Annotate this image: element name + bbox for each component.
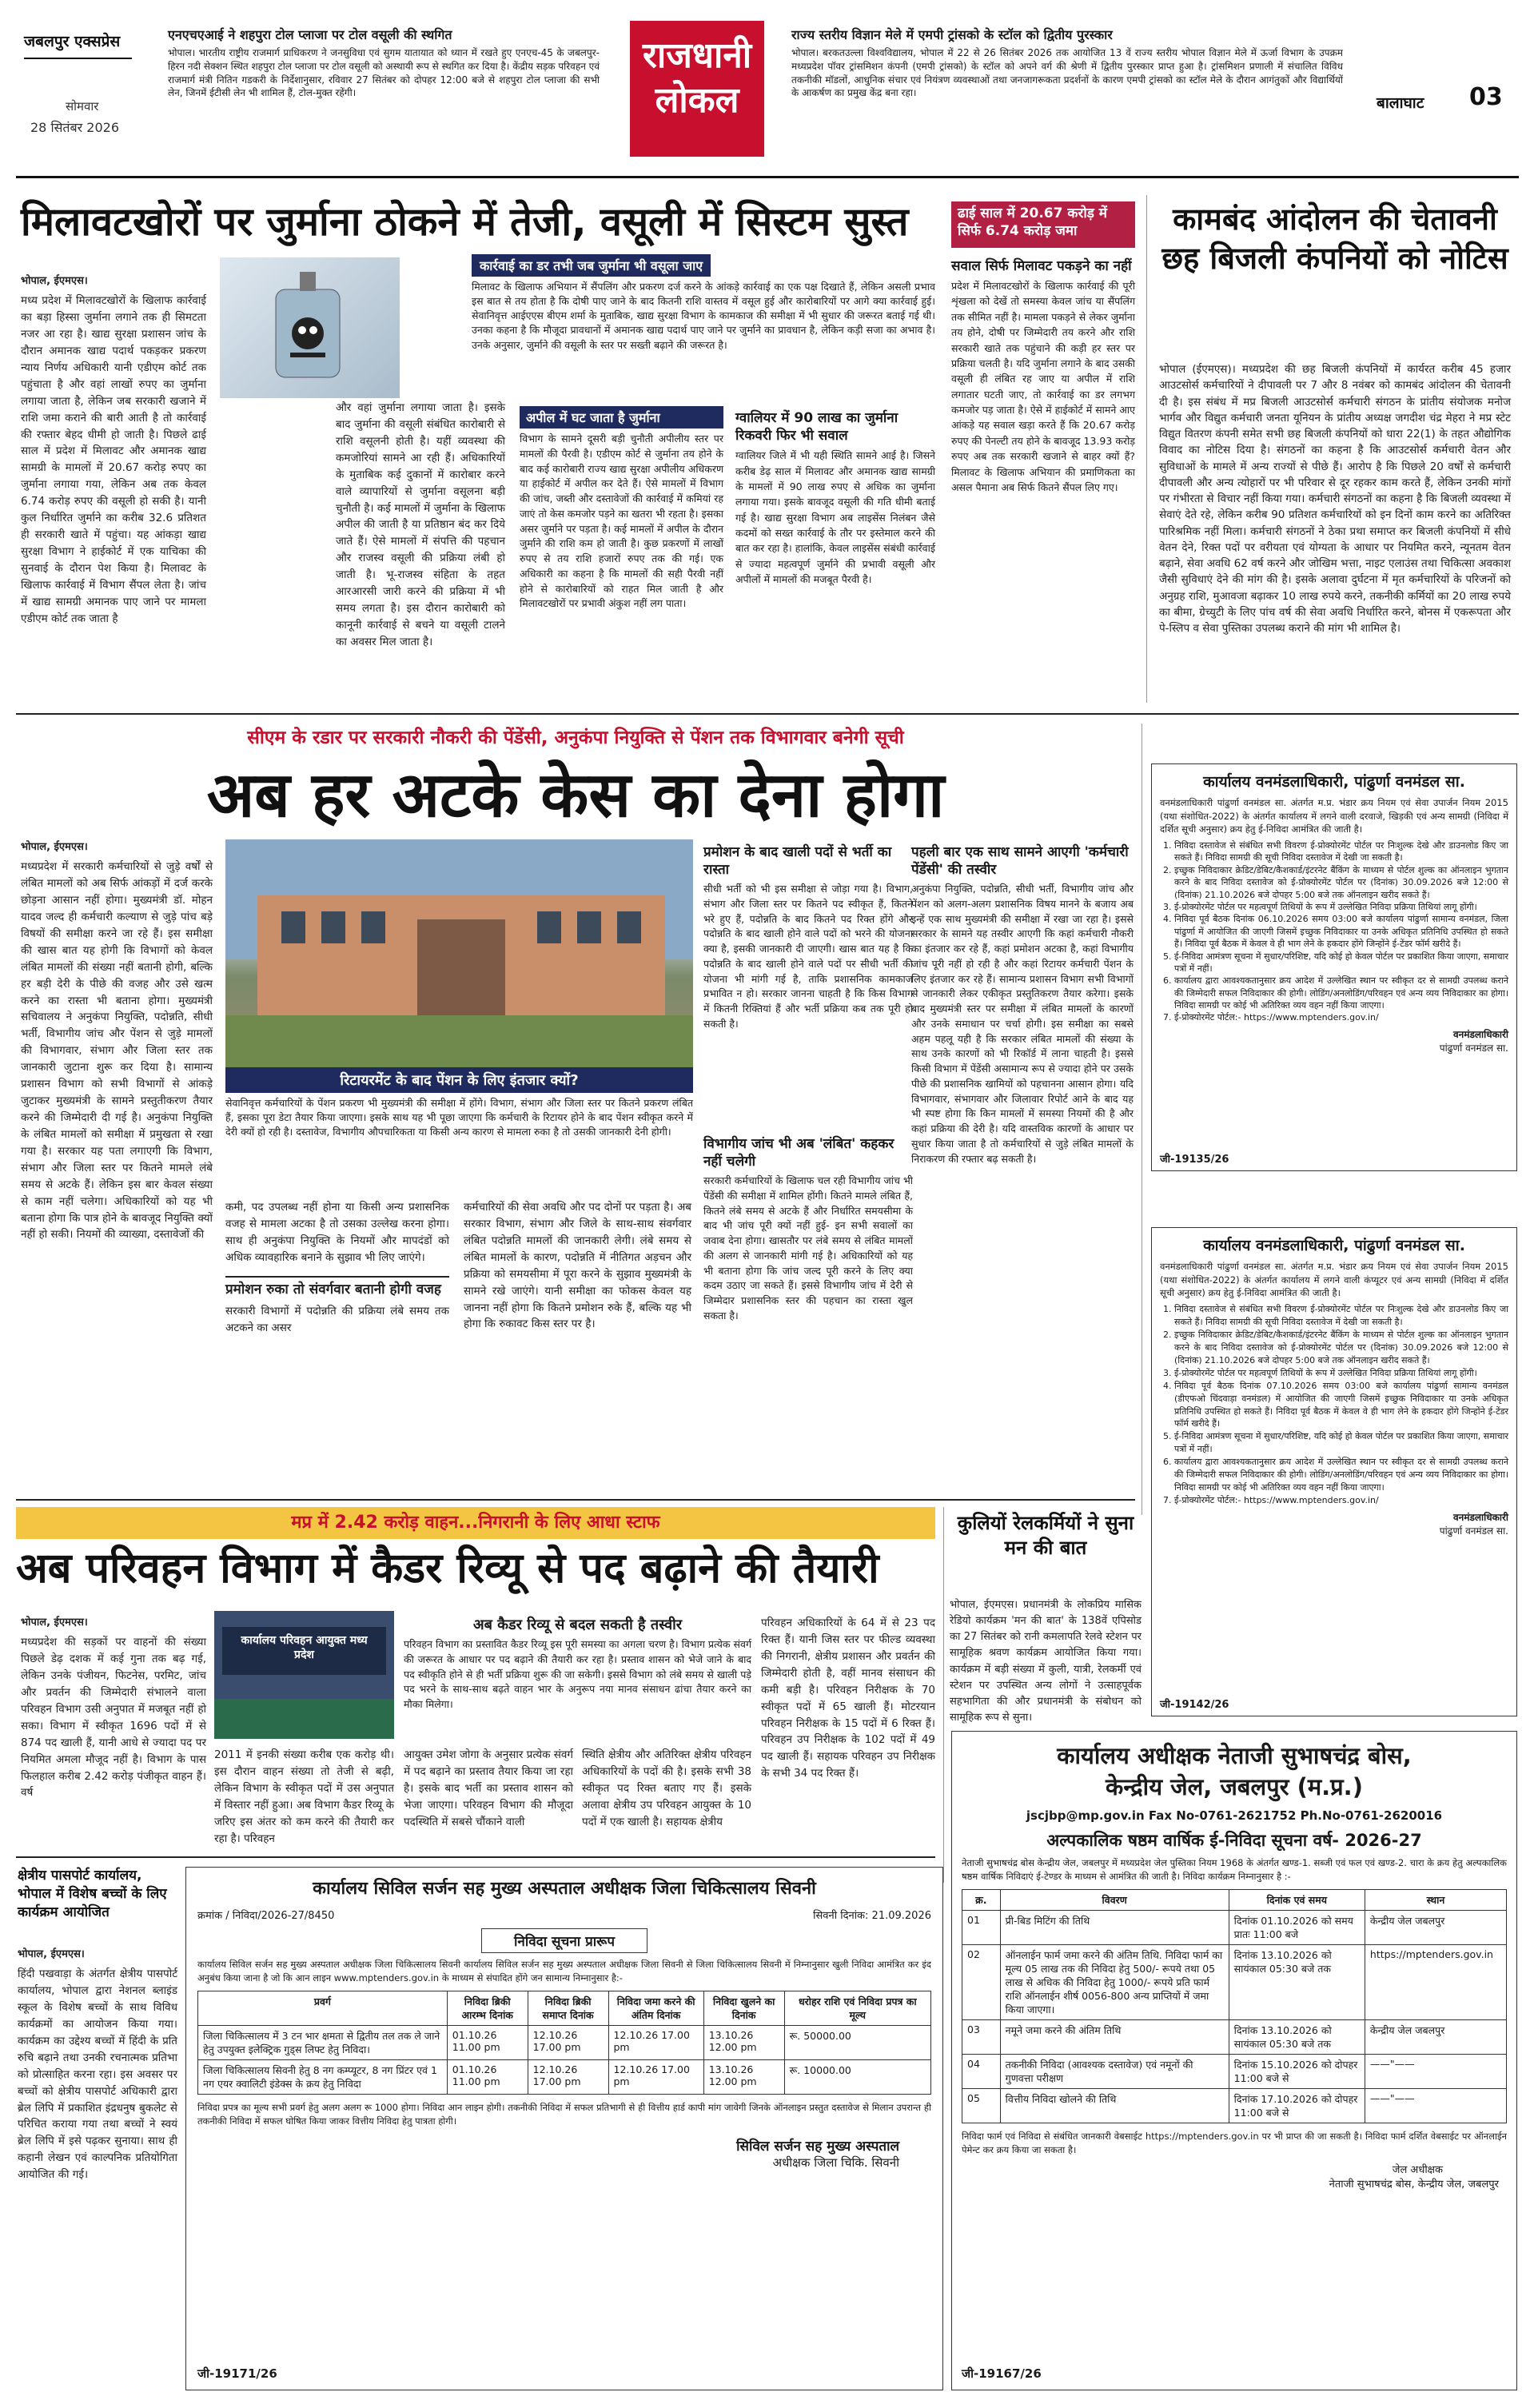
- ad4-code: जी-19171/26: [197, 2366, 277, 2381]
- ad4-sign1: सिविल सर्जन सह मुख्य अस्पताल: [736, 2138, 899, 2155]
- story3-box3-title: पहली बार एक साथ सामने आएगी 'कर्मचारी पेंडेंसी' की तस्वीर: [911, 844, 1129, 879]
- story2-headline: कामबंद आंदोलन की चेतावनी छह बिजली कंपनियों को नोटिस: [1161, 201, 1508, 277]
- story1-box3: [735, 409, 935, 588]
- story3-photo-caption-box: [225, 1067, 693, 1139]
- table-header-cell: निविदा जमा करने की अंतिम दिनांक: [608, 1991, 703, 2026]
- ad4-sign2: अधीक्षक जिला चिकि. सिवनी: [772, 2155, 899, 2170]
- table-cell: https://mptenders.gov.in: [1365, 1945, 1506, 2020]
- story6-text: हिंदी पखवाड़ा के अंतर्गत क्षेत्रीय पासपोर्ट कार्यालय, भोपाल द्वारा नेशनल ब्लाइंड स्कूल के विशेष बच्चों के साथ विविध कार्यक्रमों का आयोजन किया गया। कार्यक्रम का उद्देश्य बच्चों में हिंदी के प्रति रुचि बढ़ाने तथा उनकी रचनात्मक प्रतिभा को प्रोत्साहित करना रहा। इस अवसर पर बच्चों को क्षेत्रीय पासपोर्ट अधिकारी द्वारा ब्रेल लिपि में प्रकाशित इंद्रधनुष बुकलेट से परिचित कराया गया तथा बच्चों ने स्वयं ब्रेल लिपि में इसे पढ़कर सुनाया। साथ ही कहानी लेखन एवं काल्पनिक प्रतियोगिता आयोजित की गई।: [18, 1967, 177, 2182]
- table-cell: 03: [962, 2020, 1001, 2055]
- table-cell: दिनांक 13.10.2026 को सायंकाल 05:30 बजे तक: [1229, 1945, 1365, 2020]
- table-cell: 04: [962, 2055, 1001, 2089]
- ad2-intro: वनमंडलाधिकारी पांढुर्णा वनमंडल सा. अंतर्गत म.प्र. भंडार क्रय नियम एवं सेवा उपार्जन नियम 2015 (यथा संशोधित-2022) के अंतर्गत कार्यालय में लगने वाली कंप्यूटर एवं अन्य सामग्री (निविदा में दर्शित सूची अनुसार) क्रय हेतु ई-निविदा आमंत्रित की जाती है।: [1160, 1261, 1508, 1299]
- section-title-line1: राजधानी: [642, 35, 752, 76]
- table-cell: 05: [962, 2089, 1001, 2123]
- story4-kicker-bar: [16, 1507, 935, 1539]
- table-cell: दिनांक 17.10.2026 को दोपहर 11:00 बजे से: [1229, 2089, 1365, 2123]
- rule-story4-bottom: [16, 1856, 935, 1858]
- table-header-cell: दिनांक एवं समय: [1229, 1890, 1365, 1911]
- tender-condition-item: 2. इच्छुक निविदाकार क्रेडिट/डेबिट/कैशकार्ड/इंटरनेट बैंकिंग के माध्यम से पोर्टल शुल्क का ऑनलाइन भुगतान करने के बाद निविदा दस्तावेज को ई-प्रोक्योरमेंट पोर्टल पर (दिनांक) 30.09.2026 बजे 12:00 से (दिनांक) 21.10.2026 बजे दोपहर 5:00 बजे तक ऑनलाइन खरीद सकते हैं।: [1174, 864, 1508, 901]
- ad1-box: [1151, 763, 1517, 1171]
- tender-condition-item: 4. निविदा पूर्व बैठक दिनांक 07.10.2026 समय 03:00 बजे कार्यालय पांढुर्णा सामान्य वनमंडल (डीएफओ चिंदवाड़ा वनमंडल) में आयोजित की जाएगी जिसमें इच्छुक निविदाकार या उनके अधिकृत प्रतिनिधि उपस्थित हो सकते हैं। निविदा पूर्व बैठक में केवल वे ही भाग लेने के हकदार होंगे जिन्होंने ई-टेंडर फॉर्म खरीदे हैं।: [1174, 1380, 1508, 1431]
- ad1-sign1: वनमंडलाधिकारी: [1452, 1028, 1508, 1040]
- ad1-code: जी-19135/26: [1160, 1154, 1229, 1166]
- table-cell: ऑनलाईन फार्म जमा करने की अंतिम तिथि. निविदा फार्म का मूल्य 05 लाख तक की निविदा हेतु 500/- रूपये तथा 05 लाख से अधिक की निविदा हेतु 1000/- रूपये प्रति फार्म राशि ऑनलाईन शीर्ष 0056-800 अन्य प्राप्तियों में जमा किया जाएगा।: [1000, 1945, 1229, 2020]
- edition-name: बालाघाट: [1377, 94, 1424, 112]
- story3-box2-text: सरकारी कर्मचारियों के खिलाफ चल रही विभागीय जांच भी पेंडेंसी की समीक्षा में शामिल होंगी। कितने मामले लंबित हैं, कितने लंबे समय से अटके हैं और निर्धारित समयसीमा के बाद भी जांच पूरी क्यों नहीं हुई- इन सभी सवालों का जवाब देना होगा। खासतौर पर लंबे समय से लंबित मामलों की अलग से जानकारी मांगी गई है। अधिकारियों को यह भी बताना होगा कि जांच जल्द पूरी करने के लिए क्या कदम उठाए जा सकते हैं। इससे विभागीय जांच में देरी से जिम्मेदार प्रशासनिक स्तर की पहचान का रास्ता खुल सकता है।: [703, 1174, 913, 1322]
- tender-condition-item: 7. ई-प्रोक्योरमेंट पोर्टल:- https://www.mptenders.gov.in/: [1174, 1494, 1508, 1507]
- story3-box2: [703, 1135, 913, 1324]
- table-cell: तकनीकी निविदा (आवश्यक दस्तावेज) एवं नमूनों की गुणवत्ता परीक्षण: [1000, 2055, 1229, 2089]
- table-cell: प्री-बिड मिटिंग की तिथि: [1000, 1911, 1229, 1945]
- ad4-footer: निविदा प्रपत्र का मूल्य सभी प्रवर्ग हेतु अलग अलग रू 1000 होगा। निविदा आन लाइन होगी। तकनीकी निविदा में सफल प्रतिभागी से ही वित्तीय हार्ड कापी मांग जावेगी जिनके ऑनलाइन प्रस्तुत दस्तावेज से मिलान उपरान्त ही तकनीकी निविदा में सफल घोषित किया जाकर वित्तीय निविदा हेतु पात्रता होगी।: [197, 2102, 931, 2127]
- story1-headline: मिलावटखोरों पर जुर्माना ठोकने में तेजी, वसूली में सिस्टम सुस्त: [21, 199, 909, 245]
- story4-box-text: परिवहन विभाग का प्रस्तावित कैडर रिव्यू इस पूरी समस्या का अगला चरण है। विभाग प्रत्येक संवर्ग की जरूरत के आधार पर पद बढ़ाने की तैयारी कर रहा है। प्रस्ताव शासन को भेजे जाने के बाद पद स्वीकृति होने से ही भर्ती प्रक्रिया शुरू की जा सकेगी। इससे विभाग को लंबे समय से खाली पड़े पद भरने के साथ-साथ बढ़ते वाहन भार के अनुरूप नया मानव संसाधन ढांचा तैयार करने का मौका मिलेगा।: [404, 1638, 751, 1710]
- table-cell: नमूने जमा करने की अंतिम तिथि: [1000, 2020, 1229, 2055]
- story1-box1-title: कार्रवाई का डर तभी जब जुर्माना भी वसूला जाए: [472, 254, 711, 277]
- ad4-table-body: [198, 2026, 931, 2095]
- story4-byline: भोपाल, ईएमएस।: [21, 1617, 88, 1629]
- table-cell: केन्द्रीय जेल जबलपुर: [1365, 2020, 1506, 2055]
- story3-photo: [225, 839, 693, 1067]
- story3-col3: कर्मचारियों की सेवा अवधि और पद दोनों पर पड़ता है। अब सरकार विभाग, संभाग और जिले के साथ-साथ संवर्गवार लंबित पदोन्नति मामलों की जानकारी लेगी। लंबे समय से लंबित मामलों के कारण, पदोन्नति में नीतिगत अड़चन और प्रक्रिया को समयसीमा में पूरा करने के सुझाव मुख्यमंत्री के सामने रखे जाएंगे। यानी समीक्षा का फोकस केवल यह जानना नहीं होगा कि कितने प्रमोशन रुके हैं, बल्कि यह भी होगा कि रुकावट किस स्तर पर है।: [464, 1201, 691, 1331]
- ad3-contact: jscjbp@mp.gov.in Fax No-0761-2621752 Ph.No-0761-2620016: [1026, 1808, 1443, 1823]
- story6-body: [18, 1947, 177, 2183]
- story1-col2-text: और वहां जुर्माना लगाया जाता है। इसके बाद जुर्माना की वसूली संबंधित कारोबारी से राशि वसूलनी होती है। यहीं व्यवस्था की कमजोरियां सामने आ रही हैं। अधिकारियों के मुताबिक कई दुकानों में कारोबार करने वाले व्यापारियों से जुर्माना वसूलना बड़ी चुनौती है। कई मामलों में जुर्माना के खिलाफ अपील की जाती है या प्रतिष्ठान बंद कर दिये जाते हैं। ऐसे मामलों में संपत्ति की पहचान और राजस्व वसूली की प्रक्रिया लंबी हो जाती है। भू-राजस्व संहिता के तहत आरआरसी जारी करने की प्रक्रिया में भी समय लगता है। इस दौरान कारोबारी को कानूनी कार्रवाई से बचने या वसूली टालने का अवसर मिल जाता है।: [336, 401, 505, 648]
- table-cell: ——"——: [1365, 2055, 1506, 2089]
- ad1-list: [1160, 839, 1508, 1024]
- masthead-right-story: [791, 26, 1343, 100]
- story4-col5: परिवहन अधिकारियों के 64 में से 23 पद रिक्त हैं। यानी जिस स्तर पर फील्ड व्यवस्था की निगरानी, क्षेत्रीय प्रशासन और प्रवर्तन की जिम्मेदारी होती है, वहीं मानव संसाधन की कमी बड़ी है। परिवहन निरीक्षक के 70 स्वीकृत पदों में 65 खाली हैं। मोटरयान परिवहन निरीक्षक के 15 पदों में 6 रिक्त हैं। परिवहन उप निरीक्षक के 102 पदों में 49 पद खाली हैं। सहायक परिवहन उप निरीक्षक के सभी 34 पद रिक्त हैं।: [761, 1617, 935, 1780]
- table-cell: 12.10.26 17.00 pm: [528, 2060, 608, 2095]
- section-title-line2: लोकल: [655, 79, 739, 121]
- rule-story1-story2: [1146, 195, 1147, 703]
- rule-story3-bottom: [16, 1499, 1135, 1501]
- table-cell: जिला चिकित्सालय में 3 टन भार क्षमता से द्वितीय तल तक ले जाने हेतु उपयुक्त इलेक्ट्रिक गुड्स लिफ्ट हेतु निविदा।: [198, 2026, 448, 2060]
- story1-box4-text: प्रदेश में मिलावटखोरों के खिलाफ कार्रवाई की पूरी शृंखला को देखें तो समस्या केवल जांच या सैंपलिंग तक सीमित नहीं है। मामला पकड़ने से लेकर जुर्माना तय होने, दोषी पर जिम्मेदारी तय करने और राशि सरकारी खाते तक पहुंचाने की कड़ी हर स्तर पर प्रक्रिया चलती है। यदि जुर्माना लगाने के बाद उसकी वसूली ही लंबित रह जाए या अपील में राशि लगातार घटती जाए, तो कार्रवाई का डर लगभग कमजोर पड़ जाता है। ऐसे में हाईकोर्ट में सामने आए आंकड़े यह सवाल खड़ा करते हैं कि 20.67 करोड़ रुपए की पेनल्टी तय होने के बावजूद 13.93 करोड़ रुपए अब तक सरकारी खजाने से बाहर क्यों हैं? मिलावट के खिलाफ अभियान की प्रमाणिकता का असल पैमाना अब सिर्फ कितने सैंपल लिए गए।: [951, 280, 1135, 493]
- story4-photo: [214, 1611, 394, 1739]
- ad4-subtitle: निविदा सूचना प्रारूप: [481, 1928, 647, 1953]
- masthead-right-text: भोपाल। बरकतउल्ला विश्वविद्यालय, भोपाल में 22 से 26 सितंबर 2026 तक आयोजित 13 वें राज्य स्तरीय भोपाल विज्ञान मेले में ऊर्जा विभाग के उपक्रम मध्यप्रदेश पॉवर ट्रांसमिशन कंपनी (एमपी ट्रांसको) के स्टॉल को अपने वर्ग की श्रेणी में द्वितीय पुरस्कार प्राप्त हुआ है। ट्रांसमिशन प्रणाली में संचालित विविध तकनीकी मॉडलों, आधुनिक संचार एवं नियंत्रण व्यवस्थाओं तथा जनजागरूकता प्रदर्शनों के कारण एमपी ट्रांसको का स्टॉल मेले के दौरान आगंतुकों और विद्यार्थियों के आकर्षण का प्रमुख केंद्र बना रहा।: [791, 47, 1343, 99]
- ad3-title1: कार्यालय अधीक्षक नेताजी सुभाषचंद्र बोस,: [1057, 1742, 1412, 1769]
- tender-condition-item: 6. कार्यालय द्वारा आवश्यकतानुसार क्रय आदेश में उल्लेखित स्थान पर स्वीकृत दर से सामग्री उपलब्ध कराने की जिम्मेदारी सफल निविदाकार की होगी। लोडिंग/अनलोडिंग/परिवहन एवं अन्य व्यय निविदाकार का होगा। निविदा सामग्री पर कोई भी अतिरिक्त व्यय वहन नहीं किया जाएगा।: [1174, 975, 1508, 1011]
- story3-col1: [21, 839, 213, 1243]
- ad3-sign1: जेल अधीक्षक: [1392, 2163, 1443, 2176]
- story4-col1-text: मध्यप्रदेश की सड़कों पर वाहनों की संख्या पिछले डेढ़ दशक में कई गुना तक बढ़ गई, लेकिन उनके पंजीयन, फिटनेस, परमिट, जांच और प्रवर्तन की जिम्मेदारी संभालने वाला परिवहन विभाग उसी अनुपात में मजबूत नहीं हो सका। विभाग में स्वीकृत 1696 पदों में से 874 पद खाली हैं, यानी आधे से ज्यादा पद पर नियमित अमला मौजूद नहीं है। विभाग के पास फिलहाल करीब 2.42 करोड़ पंजीकृत वाहन हैं। वर्ष: [21, 1636, 206, 1800]
- table-row: [198, 2026, 931, 2060]
- table-cell: ——"——: [1365, 2089, 1506, 2123]
- story3-col2-subhead: प्रमोशन रुका तो संवर्गवार बतानी होगी वजह: [225, 1276, 449, 1298]
- ad4-table: [197, 1991, 931, 2095]
- story4-box: [404, 1615, 751, 1712]
- table-cell: 01.10.26 11.00 pm: [447, 2060, 528, 2095]
- ad2-box: [1151, 1227, 1517, 1716]
- story1-byline: भोपाल, ईएमएस।: [21, 275, 88, 287]
- table-row: [962, 2020, 1507, 2055]
- story6-byline: भोपाल, ईएमएस।: [18, 1948, 85, 1960]
- section-title-box: [630, 21, 764, 157]
- story1-box2: [520, 406, 723, 612]
- table-row: [198, 2060, 931, 2095]
- table-cell: 02: [962, 1945, 1001, 2020]
- ad4-ref: क्रमांक / निविदा/2026-27/8450: [197, 1910, 335, 1922]
- ad2-sign2: पांढुर्णा वनमंडल सा.: [1439, 1525, 1508, 1537]
- ad4-table-header: [198, 1991, 931, 2026]
- table-cell: 13.10.26 12.00 pm: [703, 2060, 784, 2095]
- story6-headline: क्षेत्रीय पासपोर्ट कार्यालय, भोपाल में विशेष बच्चों के लिए कार्यक्रम आयोजित: [18, 1868, 167, 1920]
- story3-col1-text: मध्यप्रदेश में सरकारी कर्मचारियों से जुड़े वर्षों से लंबित मामलों को अब सिर्फ आंकड़ों में दर्ज करके छोड़ना आसान नहीं होगा। मुख्यमंत्री डॉ. मोहन यादव जल्द ही कर्मचारी कल्याण से जुड़े पांच बड़े विषयों की समीक्षा करने जा रहे हैं। इस समीक्षा की खास बात यह होगी कि विभागों को केवल लंबित मामलों की संख्या नहीं बतानी होगी, बल्कि हर बड़ी देरी के पीछे की वजह और उसे खत्म करने का रास्ता भी बताना होगा। मुख्यमंत्री सचिवालय ने अनुकंपा नियुक्ति, पदोन्नति, सीधी भर्ती, विभागीय जांच और पेंशन से जुड़े मामलों की विभागवार, संभाग और जिला स्तर तक जानकारी जुटाना शुरू कर दिया है। सामान्य प्रशासन विभाग को सभी विभागों से आंकड़े जुटाकर मुख्यमंत्री के सामने प्रस्तुतीकरण तैयार करने की जिम्मेदारी दी गई है। अनुकंपा नियुक्ति के लंबित मामलों को समीक्षा में प्रमुखता से रखा गया है। सरकार यह पता लगाएगी कि विभाग, संभाग और जिला स्तर पर कितने मामले लंबे समय से अटके हैं। लेकिन इस बार केवल संख्या से काम नहीं चलेगा। अधिकारियों को यह भी बताना होगा कि पात्र होने के बावजूद नियुक्ति क्यों नहीं हो सकी। नियमों की व्याख्या, दस्तावेजों की: [21, 860, 213, 1242]
- story3-col2: [225, 1199, 449, 1337]
- table-cell: केन्द्रीय जेल जबलपुर: [1365, 1911, 1506, 1945]
- ad3-code: जी-19167/26: [962, 2366, 1042, 2381]
- table-header-cell: धरोहर राशि एवं निविदा प्रपत्र का मूल्य: [784, 1991, 930, 2026]
- government-building-photo: [225, 839, 693, 1067]
- ad3-sign2: नेताजी सुभाषचंद्र बोस, केन्द्रीय जेल, जबलपुर: [1329, 2178, 1499, 2191]
- story1-box4-title: सवाल सिर्फ मिलावट पकड़ने का नहीं: [951, 258, 1132, 274]
- table-row: [962, 2089, 1507, 2123]
- story2-text: भोपाल (ईएमएस)। मध्यप्रदेश की छह बिजली कंपनियों में कार्यरत करीब 45 हजार आउटसोर्स कर्मचारियों ने दीपावली पर 7 और 8 नवंबर को कामबंद आंदोलन की चेतावनी दी है। इस संबंध में मप्र बिजली आउटसोर्स कर्मचारी संगठन के प्रांतीय संयोजक मनोज भार्गव और विद्युत कर्मचारी जनता यूनियन के प्रांतीय अध्यक्ष जगदीश चंद्र मेहरा ने मप्र स्टेट विद्युत वितरण कंपनी समेत सभी छह बिजली कंपनियों को धारा 22(1) के तहत औद्योगिक विवाद का नोटिस दिया है। संगठनों का कहना है कि आउटसोर्स कर्मचारी वेतन और सुविधाओं के मामले में अन्य राज्यों से पीछे हैं। आरोप है कि पिछले 20 वर्षों से कर्मचारी दीपावली और अन्य त्योहारों पर भी परिवार से दूर रहकर काम करते हैं, लेकिन उनकी मांगों पर गंभीरता से विचार नहीं किया गया। कर्मचारी संगठनों का कहना है कि बिजली व्यवस्था में सेवाएं देते रहे, लेकिन करीब 90 प्रतिशत कर्मचारियों को इन दिनों काम करने का अतिरिक्त पारिश्रमिक नहीं मिला। कर्मचारी संगठनों ने ठेका प्रथा समाप्त कर बिजली कंपनियों में सीधे वेतन देने, रिक्त पदों पर वरीयता एवं योग्यता के आधार पर नियमित करने, न्यूनतम वेतन बढ़ाने, सेवा अवधि 62 वर्ष करने और जोखिम भत्ता, नाइट एलाउंस तथा चिकित्सा अवकाश जैसी सुविधाएं देने की मांग की है। इसके अलावा दुर्घटना में मृत कर्मचारियों के परिजनों को अनुग्रह राशि, मुआवजा बढ़ाकर 10 लाख रुपये करने, तकनीकी कर्मियों का 20 लाख रुपये का बीमा, ग्रेच्युटी के लिए पांच वर्ष की सेवा अवधि निर्धारित करने, बोनस में एकरूपता और पे-स्लिप व सेवा पुस्तिका उपलब्ध कराने की मांग भी शामिल है।: [1159, 363, 1511, 635]
- story1-kicker: ढाई साल में 20.67 करोड़ में सिर्फ 6.74 करोड़ जमा: [958, 205, 1107, 240]
- tender-condition-item: 4. निविदा पूर्व बैठक दिनांक 06.10.2026 समय 03:00 बजे कार्यालय पांढुर्णा सामान्य वनमंडल, जिला पांढुर्णा में आयोजित की जाएगी जिसमें इच्छुक निविदाकार या उनके अधिकृत प्रतिनिधि उपस्थित हो सकते हैं। निविदा पूर्व बैठक में केवल वे ही भाग लेने के हकदार होंगे जिन्होंने ई-टेंडर फॉर्म खरीदे हैं।: [1174, 913, 1508, 950]
- masthead-left-headline: एनएचएआई ने शहपुरा टोल प्लाजा पर टोल वसूली की स्थगित: [168, 27, 452, 42]
- story3-kicker: [16, 724, 1135, 749]
- story3-col2b-text: सरकारी विभागों में पदोन्नति की प्रक्रिया लंबे समय तक अटकने का असर: [225, 1304, 449, 1334]
- ad2-sign1: वनमंडलाधिकारी: [1452, 1512, 1508, 1524]
- ad4-date: सिवनी दिनांक: 21.09.2026: [813, 1910, 931, 1922]
- table-header-cell: निविदा ब्रिकी आरम्भ दिनांक: [447, 1991, 528, 2026]
- ad3-table-body: [962, 1911, 1507, 2123]
- tender-condition-item: 5. ई-निविदा आमंत्रण सूचना में सुधार/परिशिष्ट, यदि कोई हो केवल पोर्टल पर प्रकाशित किया जाएगा, समाचार पत्रों में नहीं।: [1174, 951, 1508, 975]
- table-cell: जिला चिकित्सालय सिवनी हेतु 8 नग कम्प्यूटर, 8 नग प्रिंटर एवं 1 नग एयर क्वालिटी इंडेक्स के क्रय हेतु निविदा: [198, 2060, 448, 2095]
- table-cell: 12.10.26 17.00 pm: [528, 2026, 608, 2060]
- story1-illustration: [220, 257, 400, 398]
- story4-box-title: अब कैडर रिव्यू से बदल सकती है तस्वीर: [472, 1617, 683, 1633]
- story1-box3-text: ग्वालियर जिले में भी यही स्थिति सामने आई है। जिसने करीब डेढ़ साल में मिलावट और अमानक खाद्य सामग्री के मामलों में 90 लाख रुपए से अधिक का जुर्माना लगाया गया। इसके बावजूद वसूली की गति धीमी बताई गई है। खाद्य सुरक्षा विभाग अब लाइसेंस निलंबन जैसे कदमों को सख्त कार्रवाई के तौर पर इस्तेमाल करने की बात कर रहा है। हालांकि, केवल लाइसेंस संबंधी कार्रवाई से ज्यादा महत्वपूर्ण जुर्माने की प्रभावी वसूली और अपीलों में मामलों की मजबूत पैरवी है।: [735, 449, 935, 586]
- transport-office-photo: [214, 1611, 394, 1739]
- table-cell: 12.10.26 17.00 pm: [608, 2026, 703, 2060]
- masthead-left-text: भोपाल। भारतीय राष्ट्रीय राजमार्ग प्राधिकरण ने जनसुविधा एवं सुगम यातायात को ध्यान में रखते हुए एनएच-45 के जबलपुर-हिरन नदी सेक्शन स्थित शहपुरा टोल प्लाजा पर टोल वसूली को अस्थायी रूप से स्थगित कर दिया है। केंद्रीय सड़क परिवहन एवं राजमार्ग मंत्री नितिन गडकरी के निर्देशानुसार, रविवार 27 सितंबर को दोपहर 12:00 बजे से शहपुरा टोल प्लाजा की सभी लेन, जिनमें ईटीसी लेन भी शामिल हैं, टोल-मुक्त रहेंगी।: [168, 47, 600, 99]
- table-cell: 12.10.26 17.00 pm: [608, 2060, 703, 2095]
- issue-day: सोमवार: [66, 99, 99, 114]
- table-header-cell: निविदा ब्रिकी समाप्त दिनांक: [528, 1991, 608, 2026]
- ad4-box: [185, 1867, 943, 2390]
- page-number: 03: [1469, 83, 1503, 111]
- tender-condition-item: 7. ई-प्रोक्योरमेंट पोर्टल:- https://www.mptenders.gov.in/: [1174, 1011, 1508, 1023]
- table-cell: 01: [962, 1911, 1001, 1945]
- tender-condition-item: 3. ई-प्रोक्योरमेंट पोर्टल पर महत्वपूर्ण तिथियों के रूप में उल्लेखित निविदा प्रक्रिया तिथियां लागू होंगी।: [1174, 1367, 1508, 1380]
- ad3-box: [951, 1731, 1517, 2390]
- tender-condition-item: 3. ई-प्रोक्योरमेंट पोर्टल पर महत्वपूर्ण तिथियों के रूप में उल्लेखित निविदा प्रक्रिया तिथियां लागू होंगी।: [1174, 901, 1508, 913]
- story1-col2: [336, 400, 505, 651]
- story1-box1: [472, 254, 935, 382]
- table-header-cell: क्र.: [962, 1890, 1001, 1911]
- masthead-left-story: [168, 26, 600, 100]
- ad2-title: कार्यालय वनमंडलाधिकारी, पांढुर्णा वनमंडल सा.: [1203, 1237, 1465, 1254]
- story3-col2-text: कमी, पद उपलब्ध नहीं होना या किसी अन्य प्रशासनिक वजह से मामला अटका है तो उसका उल्लेख करना होगा। साथ ही अनुकंपा नियुक्ति के नियमों और मापदंडों को अधिक व्यावहारिक बनाने के सुझाव भी लिए जाएंगे।: [225, 1201, 449, 1264]
- story3-byline: भोपाल, ईएमएस।: [21, 841, 88, 853]
- masthead-divider: [24, 58, 132, 59]
- ad3-footer: निविदा फार्म एवं निविदा से संबंधित जानकारी वेबसाईट https://mptenders.gov.in पर भी प्राप्त की जा सकती है। निविदा फार्म दर्शित वेबसाईट पर ऑनलाईन पेमेन्ट कर क्रय किया जा सकता है।: [962, 2131, 1507, 2156]
- story3-headline: अब हर अटके केस का देना होगा: [206, 759, 945, 831]
- table-cell: 13.10.26 12.00 pm: [703, 2026, 784, 2060]
- story4-kicker: मप्र में 2.42 करोड़ वाहन...निगरानी के लिए आधा स्टाफ: [291, 1513, 660, 1533]
- paper-name: जबलपुर एक्सप्रेस: [24, 33, 121, 50]
- table-header-cell: स्थान: [1365, 1890, 1506, 1911]
- ad4-intro: कार्यालय सिविल सर्जन सह मुख्य अस्पताल अधीक्षक जिला चिकित्सालय सिवनी कार्यालय सिविल सर्जन सह मुख्य अस्पताल अधीक्षक जिला सिवनी से जिला चिकित्सालय सिवनी में निम्नानुसार खुली निविदा आमंत्रित कर इंद अनुबंध किया जाना है जो कि आन लाइन www.mptenders.gov.in के माध्यम से संपादित होंगे जन सामान्य निम्नानुसार है:-: [197, 1959, 931, 1983]
- story3-box1-text: सीधी भर्ती को भी इस समीक्षा से जोड़ा गया है। विभाग, संभाग और जिला स्तर पर कितने पद स्वीकृत हैं, कितने भरे हुए हैं, पदोन्नति के बाद कितने पद रिक्त होंगे और पदोन्नति के बाद खाली होने वाले पदों को भरने की योजना क्या है, इसकी जानकारी दी जाएगी। खास बात यह है कि पदोन्नति के बाद खाली होने वाले पदों पर सीधी भर्ती की योजना भी मांगी गई है, ताकि प्रशासनिक कामकाज प्रभावित न हो। सरकार जानना चाहती है कि किस विभाग में कितनी रिक्तियां हैं और भर्ती प्रक्रिया कब तक पूरी हो सकती है।: [703, 883, 913, 1030]
- ad1-title: कार्यालय वनमंडलाधिकारी, पांढुर्णा वनमंडल सा.: [1203, 773, 1465, 791]
- masthead: [0, 0, 1534, 157]
- tender-condition-item: 1. निविदा दस्तावेज से संबंधित सभी विवरण ई-प्रोक्योरमेंट पोर्टल पर निःशुल्क देखे और डाउनलोड किए जा सकते हैं। निविदा सामग्री की सूची निविदा दस्तावेज में देखी जा सकती है।: [1174, 1303, 1508, 1329]
- table-cell: दिनांक 15.10.2026 को दोपहर 11:00 बजे से: [1229, 2055, 1365, 2089]
- story1-box2-title: अपील में घट जाता है जुर्माना: [520, 406, 723, 429]
- tender-condition-item: 2. इच्छुक निविदाकार क्रेडिट/डेबिट/कैशकार्ड/इंटरनेट बैंकिंग के माध्यम से पोर्टल शुल्क का ऑनलाइन भुगतान करने के बाद निविदा दस्तावेज को ई-प्रोक्योरमेंट पोर्टल पर (दिनांक) 30.09.2026 बजे 12:00 से (दिनांक) 21.10.2026 बजे दोपहर 5:00 बजे तक ऑनलाइन खरीद सकते हैं।: [1174, 1329, 1508, 1367]
- story3-box2-title: विभागीय जांच भी अब 'लंबित' कहकर नहीं चलेगी: [703, 1136, 895, 1170]
- story1-col1: [21, 273, 206, 628]
- story1-box2-text: विभाग के सामने दूसरी बड़ी चुनौती अपीलीय स्तर पर मामलों की पैरवी है। एडीएम कोर्ट से जुर्माना तय होने के बाद कई कारोबारी राज्य खाद्य सुरक्षा अपीलीय अधिकरण या हाईकोर्ट में अपील कर देते हैं। ऐसे मामलों में विभाग की जांच, जब्ती और दस्तावेजों की कार्रवाई में कमियां रह जाएं तो केस कमजोर पड़ने का खतरा भी रहता है। इसका असर जुर्माने पर पड़ता है। कई मामलों में अपील के दौरान जुर्माने की राशि कम हो जाती है। कुछ प्रकरणों में लाखों रुपए से तय राशि हजारों रुपए तक की गई। एक अधिकारी का कहना है कि मामलों की सही पैरवी नहीं होने से कारोबारियों को राहत मिल जाती है और मिलावटखोरों पर प्रभावी अंकुश नहीं लग पाता।: [520, 433, 723, 610]
- tender-condition-item: 5. ई-निविदा आमंत्रण सूचना में सुधार/परिशिष्ट, यदि कोई हो केवल पोर्टल पर प्रकाशित किया जाएगा, समाचार पत्रों में नहीं।: [1174, 1430, 1508, 1456]
- table-row: [962, 1911, 1507, 1945]
- table-row: [962, 1945, 1507, 2020]
- story4-col3: आयुक्त उमेश जोगा के अनुसार प्रत्येक संवर्ग में पद बढ़ाने का प्रस्ताव तैयार किया जा रहा है। इसके बाद भर्ती का प्रस्ताव शासन को भेजा जाएगा। परिवहन विभाग की मौजूदा पदस्थिति में सबसे चौंकाने वाली: [404, 1748, 573, 1828]
- ad3-table: [962, 1889, 1507, 2123]
- rule-story4-story5: [943, 1507, 944, 1883]
- story3-photo-caption-text: सेवानिवृत्त कर्मचारियों के पेंशन प्रकरण भी मुख्यमंत्री की समीक्षा में होंगे। विभाग, संभाग और जिला स्तर पर कितने प्रकरण लंबित हैं, इसका पूरा डेटा तैयार किया जाएगा। इसके साथ यह भी पूछा जाएगा कि कर्मचारी के रिटायर होने के बाद पेंशन स्वीकृत करने में देरी क्यों हो रही है। दस्तावेज, विभागीय औपचारिकता या किसी अन्य कारण से मामला रुका है तो उसकी जानकारी देनी होगी।: [225, 1097, 693, 1138]
- ad2-code: जी-19142/26: [1160, 1699, 1229, 1711]
- ad3-subtitle: अल्पकालिक षष्ठम वार्षिक ई-निविदा सूचना वर्ष- 2026-27: [1046, 1831, 1422, 1850]
- table-header-cell: निविदा खुलने का दिनांक: [703, 1991, 784, 2026]
- story4-col1: [21, 1615, 206, 1801]
- tender-condition-item: 1. निविदा दस्तावेज से संबंधित सभी विवरण ई-प्रोक्योरमेंट पोर्टल पर निःशुल्क देखे और डाउनलोड किए जा सकते हैं। निविदा सामग्री की सूची निविदा दस्तावेज में देखी जा सकती है।: [1174, 839, 1508, 864]
- masthead-bottom-rule: [16, 176, 1519, 178]
- story5-headline: कुलियों रेलकर्मियों ने सुना मन की बात: [957, 1512, 1134, 1560]
- story1-col1-text: मध्य प्रदेश में मिलावटखोरों के खिलाफ कार्रवाई का बड़ा हिस्सा जुर्माना लगाने तक ही सिमटता नजर आ रहा है। खाद्य सुरक्षा प्रशासन जांच के दौरान अमानक खाद्य पदार्थ पकड़कर प्रकरण न्याय निर्णय अधिकारी यानी एडीएम कोर्ट तक पहुंचाता है और वहां लाखों रुपए का जुर्माना लगाया जाता है, लेकिन जब सरकारी खजाने में राशि जमा कराने की बारी आती है तो कार्रवाई की रफ्तार बेहद धीमी हो जाती है। पिछले ढाई साल में प्रदेश में मिलावट और अमानक खाद्य सामग्री के मामलों में 20.67 करोड़ रुपए का जुर्माना लगाया गया, लेकिन अब तक केवल 6.74 करोड़ रुपए की वसूली हो सकी है। यानी कुल निर्धारित जुर्माने का करीब 32.6 प्रतिशत ही सरकारी खाते में पहुंचा। यह आंकड़ा खाद्य सुरक्षा विभाग ने हाईकोर्ट में एक याचिका की सुनवाई के दौरान पेश किया है। मिलावट के खिलाफ कार्रवाई में विभाग सैंपल लेता है। जांच में खाद्य सामग्री अमानक पाए जाने पर मामला एडीएम कोर्ट तक जाता है: [21, 294, 206, 625]
- masthead-right-headline: राज्य स्तरीय विज्ञान मेले में एमपी ट्रांसको के स्टॉल को द्वितीय पुरस्कार: [791, 27, 1113, 42]
- story3-kicker-text: सीएम के रडार पर सरकारी नौकरी की पेंडेंसी, अनुकंपा नियुक्ति से पेंशन तक विभागवार बनेगी सूची: [247, 728, 904, 748]
- table-cell: दिनांक 01.10.2026 को समय प्रातः 11:00 बजे: [1229, 1911, 1365, 1945]
- ad3-table-header: [962, 1890, 1507, 1911]
- story3-photo-caption-title: रिटायरमेंट के बाद पेंशन के लिए इंतजार क्यों?: [225, 1067, 693, 1093]
- ad1-sign2: पांढुर्णा वनमंडल सा.: [1439, 1042, 1508, 1054]
- issue-date: 28 सितंबर 2026: [30, 120, 120, 135]
- story4-col4: स्थिति क्षेत्रीय और अतिरिक्त क्षेत्रीय परिवहन अधिकारियों के पदों की है। इसके सभी 38 स्वीकृत पद रिक्त बताए गए हैं। इसके अलावा क्षेत्रीय उप परिवहन आयुक्त के 10 पदों में एक खाली है। सहायक क्षेत्रीय: [582, 1748, 751, 1828]
- ad4-title: कार्यालय सिविल सर्जन सह मुख्य अस्पताल अधीक्षक जिला चिकित्सालय सिवनी: [313, 1879, 816, 1899]
- table-cell: 01.10.26 11.00 pm: [447, 2026, 528, 2060]
- rule-story1-bottom: [16, 713, 1519, 715]
- story4-headline: अब परिवहन विभाग में कैडर रिव्यू से पद बढ़ाने की तैयारी: [16, 1545, 879, 1593]
- story5-text: भोपाल, ईएमएस। प्रधानमंत्री के लोकप्रिय मासिक रेडियो कार्यक्रम 'मन की बात' के 138वें एपिसोड का 27 सितंबर को रानी कमलापति रेलवे स्टेशन पर सामूहिक श्रवण कार्यक्रम आयोजित किया गया। कार्यक्रम में बड़ी संख्या में कुली, यात्री, रेलकर्मी एवं स्टेशन पर उपस्थित अन्य लोगों ने उत्साहपूर्वक सहभागिता की और प्रधानमंत्री के संबोधन को सामूहिक रूप से सुना।: [950, 1599, 1142, 1724]
- story4-photo-sign: कार्यालय परिवहन आयुक्त मध्य प्रदेश: [241, 1634, 368, 1662]
- ad3-intro: नेताजी सुभाषचंद्र बोस केन्द्रीय जेल, जबलपुर में मध्यप्रदेश जेल पुस्तिका नियम 1968 के अंतर्गत खण्ड-1. सब्जी एवं फल एवं खण्ड-2. चारा के क्रय हेतु अल्पकालिक षष्ठम वार्षिक निविदाएं ई-टेण्डर के माध्यम से आमंत्रित की जाती है। निविदा कार्यक्रम निम्नानुसार है :-: [962, 1857, 1507, 1882]
- ad1-intro: वनमंडलाधिकारी पांढुर्णा वनमंडल सा. अंतर्गत म.प्र. भंडार क्रय नियम एवं सेवा उपार्जन नियम 2015 (यथा संशोधित-2022) के अंतर्गत कार्यालय में लगने वाली दरवाजे, खिड़की एवं अन्य सामग्री (निविदा में दर्शित सूची अनुसार) क्रय हेतु ई-निविदा आमंत्रित की जाती है।: [1160, 797, 1508, 835]
- tender-condition-item: 6. कार्यालय द्वारा आवश्यकतानुसार क्रय आदेश में उल्लेखित स्थान पर स्वीकृत दर से सामग्री उपलब्ध कराने की जिम्मेदारी सफल निविदाकार की होगी। लोडिंग/अनलोडिंग/परिवहन एवं अन्य व्यय निविदाकार का होगा। निविदा सामग्री पर कोई भी अतिरिक्त व्यय वहन नहीं किया जाएगा।: [1174, 1456, 1508, 1494]
- table-cell: रू. 50000.00: [784, 2026, 930, 2060]
- story3-box3: [911, 843, 1134, 1166]
- story3-box1: [703, 843, 913, 1032]
- story3-box3-text: अनुकंपा नियुक्ति, पदोन्नति, सीधी भर्ती, विभागीय जांच और पेंशन को अलग-अलग प्रशासनिक विषय मानने के बजाय अब इन्हें एक साथ मुख्यमंत्री की समीक्षा में रखा जा रहा है। इससे सरकार के सामने यह तस्वीर आएगी कि कहां कर्मचारी नौकरी का इंतजार कर रहे हैं, कहां प्रमोशन अटका है, कहां विभागीय जांच पूरी नहीं हो रही है और कहां रिटायर कर्मचारी पेंशन के लिए इंतजार कर रहे हैं। सामान्य प्रशासन विभाग सभी विभागों से जानकारी लेकर एकीकृत प्रस्तुतिकरण तैयार करेगा। इसके बाद मुख्यमंत्री स्तर पर समीक्षा में लंबित मामलों के कारणों और उनके समाधान पर चर्चा होगी। इस समीक्षा का सबसे अहम पहलू यही है कि सरकार लंबित मामलों की संख्या के साथ उनके कारणों को भी रिकॉर्ड में लाना चाहती है। इससे किसी विभाग में पेंडेंसी असामान्य रूप से ज्यादा होने पर उसके पीछे की प्रशासनिक खामियों को पहचानना आसान होगा। यदि विभागवार, संभागवार और जिलावार रिपोर्ट आने के बाद यह भी स्पष्ट होगा कि किन मामलों में समस्या नियमों की है और कहां प्रक्रिया की देरी है। यदि वास्तविक कारणों के आधार पर सुधार किया जाता है तो कर्मचारियों से जुड़े लंबित मामलों के निराकरण की रफ्तार बढ़ सकती है।: [911, 883, 1134, 1165]
- poison-bottle-illustration: [220, 257, 400, 398]
- story4-col2: 2011 में इनकी संख्या करीब एक करोड़ थी। इस दौरान वाहन संख्या तो तेजी से बढ़ी, लेकिन विभाग के स्वीकृत पदों में उस अनुपात में विस्तार नहीं हुआ। अब विभाग कैडर रिव्यू के जरिए इस अंतर को कम करने की तैयारी कर रहा है। परिवहन: [214, 1748, 394, 1845]
- ad2-list: [1160, 1303, 1508, 1507]
- table-cell: रू. 10000.00: [784, 2060, 930, 2095]
- story1-box3-title: ग्वालियर में 90 लाख का जुर्माना रिकवरी फिर भी सवाल: [735, 410, 898, 445]
- story3-box1-title: प्रमोशन के बाद खाली पदों से भर्ती का रास्ता: [703, 844, 892, 879]
- ad3-title2: केन्द्रीय जेल, जबलपुर (म.प्र.): [1106, 1773, 1363, 1800]
- story1-box4: [951, 257, 1135, 495]
- table-header-cell: विवरण: [1000, 1890, 1229, 1911]
- table-cell: दिनांक 13.10.2026 को सायंकाल 05:30 बजे तक: [1229, 2020, 1365, 2055]
- table-header-cell: प्रवर्ग: [198, 1991, 448, 2026]
- table-row: [962, 2055, 1507, 2089]
- story1-kicker-box: [951, 201, 1135, 248]
- story1-box1-text: मिलावट के खिलाफ अभियान में सैंपलिंग और प्रकरण दर्ज करने के आंकड़े कार्रवाई का एक पक्ष दिखाते हैं, लेकिन असली प्रभाव इस बात से तय होता है कि दोषी पाए जाने के बाद कितनी राशि वास्तव में वसूल हुई और कारोबारियों पर आगे क्या कार्रवाई हुई। सेवानिवृत्त आईएएस बीएम शर्मा के मुताबिक, खाद्य सुरक्षा विभाग के कामकाज की समीक्षा में भी सुधार की जरूरत बताई गई थी। उनका कहना है कि मौजूदा प्रावधानों में अमानक खाद्य पदार्थ पाए जाने पर जुर्माने का प्रावधान है, लेकिन कड़ी सजा का अभाव है। उनके अनुसार, जुर्माने की वसूली के स्तर पर सख्ती बढ़ाने की जरूरत है।: [472, 281, 935, 351]
- table-cell: वित्तीय निविदा खोलने की तिथि: [1000, 2089, 1229, 2123]
